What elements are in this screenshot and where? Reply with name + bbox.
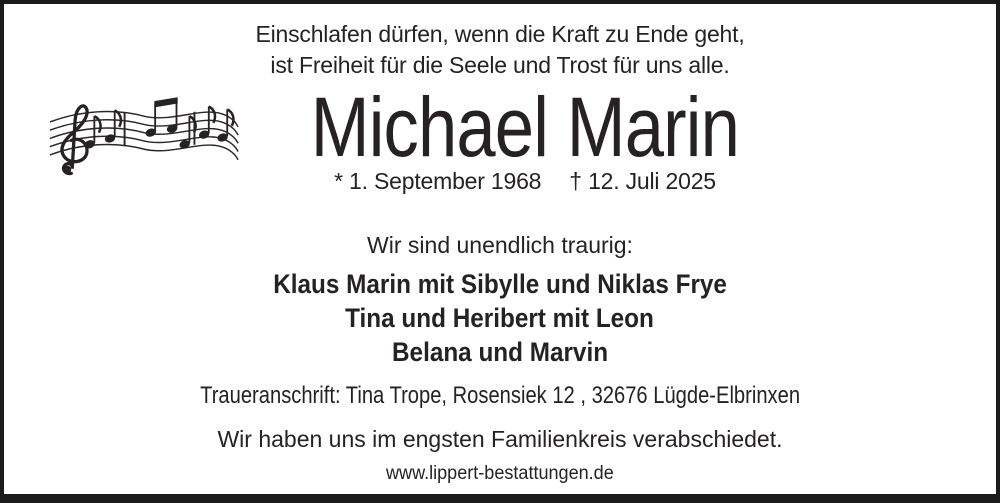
mourners-list (4, 267, 996, 369)
grief-line: Wir sind unendlich traurig: (367, 232, 633, 258)
funeral-home-website: www.lippert-bestattungen.de (386, 463, 614, 484)
quote-line-1: Einschlafen dürfen, wenn die Kraft zu Ende geht, (255, 21, 745, 47)
birth-date: * 1. September 1968 (334, 168, 542, 194)
music-notes-icon (46, 89, 242, 186)
mourning-address: Traueranschrift: Tina Trope, Rosensiek 12 , 32676 Lügde-Elbrinxen (200, 382, 800, 409)
name-section (4, 80, 996, 195)
treble-clef-icon (62, 106, 87, 174)
mourner-line: Tina und Heribert mit Leon (345, 303, 655, 333)
mourner-line: Klaus Marin mit Sibylle und Niklas Frye (273, 269, 727, 299)
opening-quote (4, 4, 996, 81)
quote-line-2: ist Freiheit für die Seele und Trost für uns alle. (270, 52, 730, 78)
farewell-line: Wir haben uns im engsten Familienkreis verabschiedet. (217, 426, 783, 452)
mourner-line: Belana und Marvin (391, 337, 609, 367)
deceased-name: Michael Marin (310, 80, 740, 174)
death-date: † 12. Juli 2025 (569, 168, 716, 194)
